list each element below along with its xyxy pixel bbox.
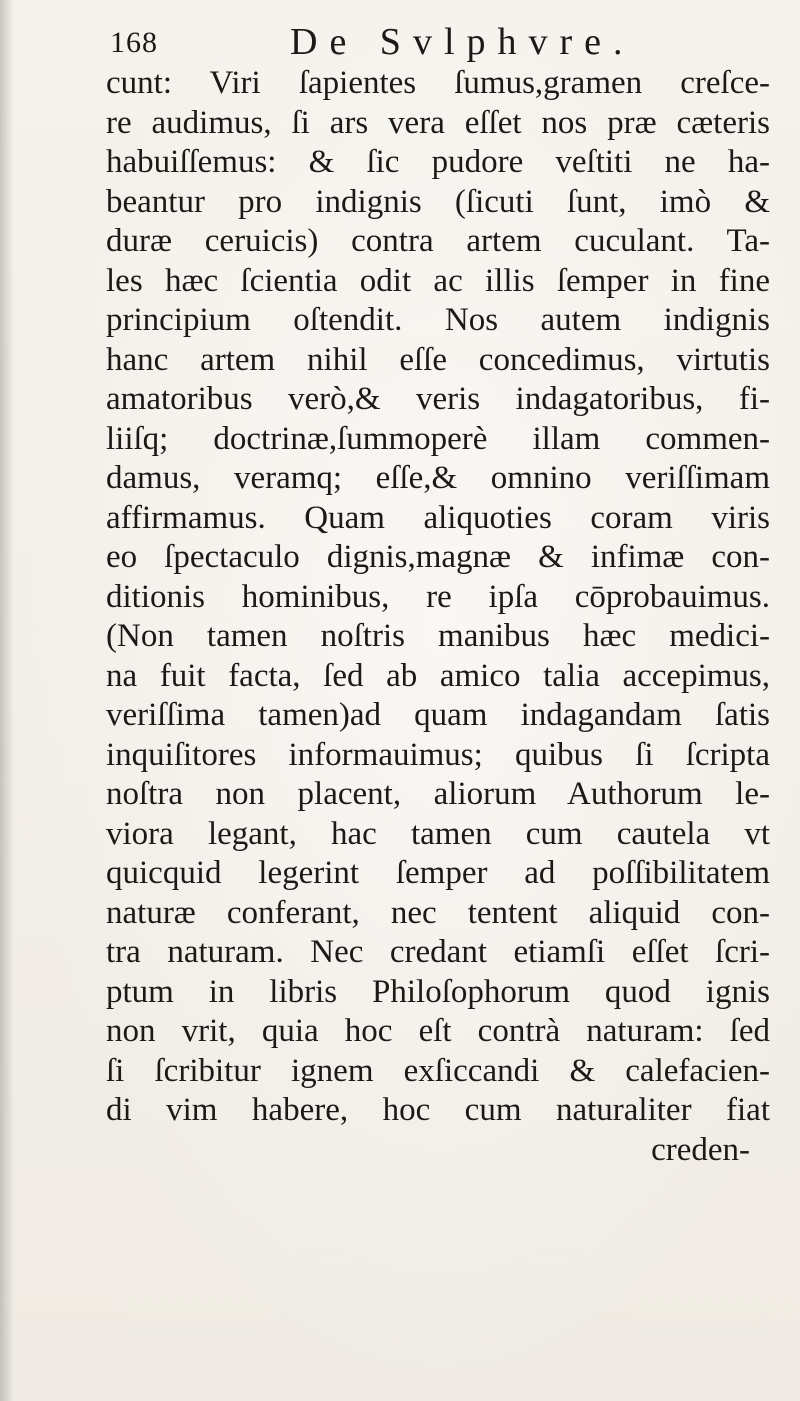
text-line: noſtra non placent, aliorum Authorum le- <box>106 776 770 812</box>
body-text <box>106 64 770 1170</box>
text-line: liiſq; doctrinæ,ſummoperè illam commen- <box>106 420 770 457</box>
text-line: tra naturam. Nec credant etiamſi eſſet ſcri- <box>106 934 770 970</box>
text-line: re audimus, ſi ars vera eſſet nos præ cæteris <box>106 104 770 141</box>
text-line: damus, veramq; eſſe,& omnino veriſſimam <box>106 460 770 496</box>
text-line: di vim habere, hoc cum naturaliter fiat <box>106 1092 770 1128</box>
text-line: beantur pro indignis (ſicuti ſunt, imò & <box>106 183 770 220</box>
text-line: ditionis hominibus, re ipſa cōprobauimus. <box>106 578 770 615</box>
text-line: quicquid legerint ſemper ad poſſibilitatem <box>106 855 770 891</box>
catchword: creden- <box>651 1131 750 1168</box>
text-line: non vrit, quia hoc eſt contrà naturam: ſed <box>106 1013 770 1049</box>
text-line: viora legant, hac tamen cum cautela vt <box>106 815 770 852</box>
text-line: inquiſitores informauimus; quibus ſi ſcripta <box>106 736 770 773</box>
text-line: veriſſima tamen)ad quam indagandam ſatis <box>106 697 770 733</box>
text-line: duræ ceruicis) contra artem cuculant. Ta- <box>106 223 770 259</box>
text-line: ſi ſcribitur ignem exſiccandi & calefacien- <box>106 1052 770 1089</box>
text-line: cunt: Viri ſapientes ſumus,gramen creſce- <box>106 65 770 101</box>
text-line: naturæ conferant, nec tentent aliquid con- <box>106 894 770 931</box>
text-line: (Non tamen noſtris manibus hæc medici- <box>106 618 770 654</box>
running-head <box>110 20 740 70</box>
text-line: affirmamus. Quam aliquoties coram viris <box>106 499 770 536</box>
text-line: na fuit facta, ſed ab amico talia accepimus, <box>106 657 770 694</box>
page-title: De Svlphvre. <box>290 21 635 63</box>
text-line: habuiſſemus: & ſic pudore veſtiti ne ha- <box>106 144 770 180</box>
text-line: amatoribus verò,& veris indagatoribus, fi- <box>106 381 770 417</box>
page-number: 168 <box>110 26 158 59</box>
spine-shadow <box>0 0 14 1401</box>
text-line: hanc artem nihil eſſe concedimus, virtutis <box>106 341 770 378</box>
text-line: principium oſtendit. Nos autem indignis <box>106 302 770 338</box>
text-line: eo ſpectaculo dignis,magnæ & infimæ con- <box>106 539 770 575</box>
text-line: les hæc ſcientia odit ac illis ſemper in fine <box>106 262 770 299</box>
text-line: ptum in libris Philoſophorum quod ignis <box>106 973 770 1010</box>
